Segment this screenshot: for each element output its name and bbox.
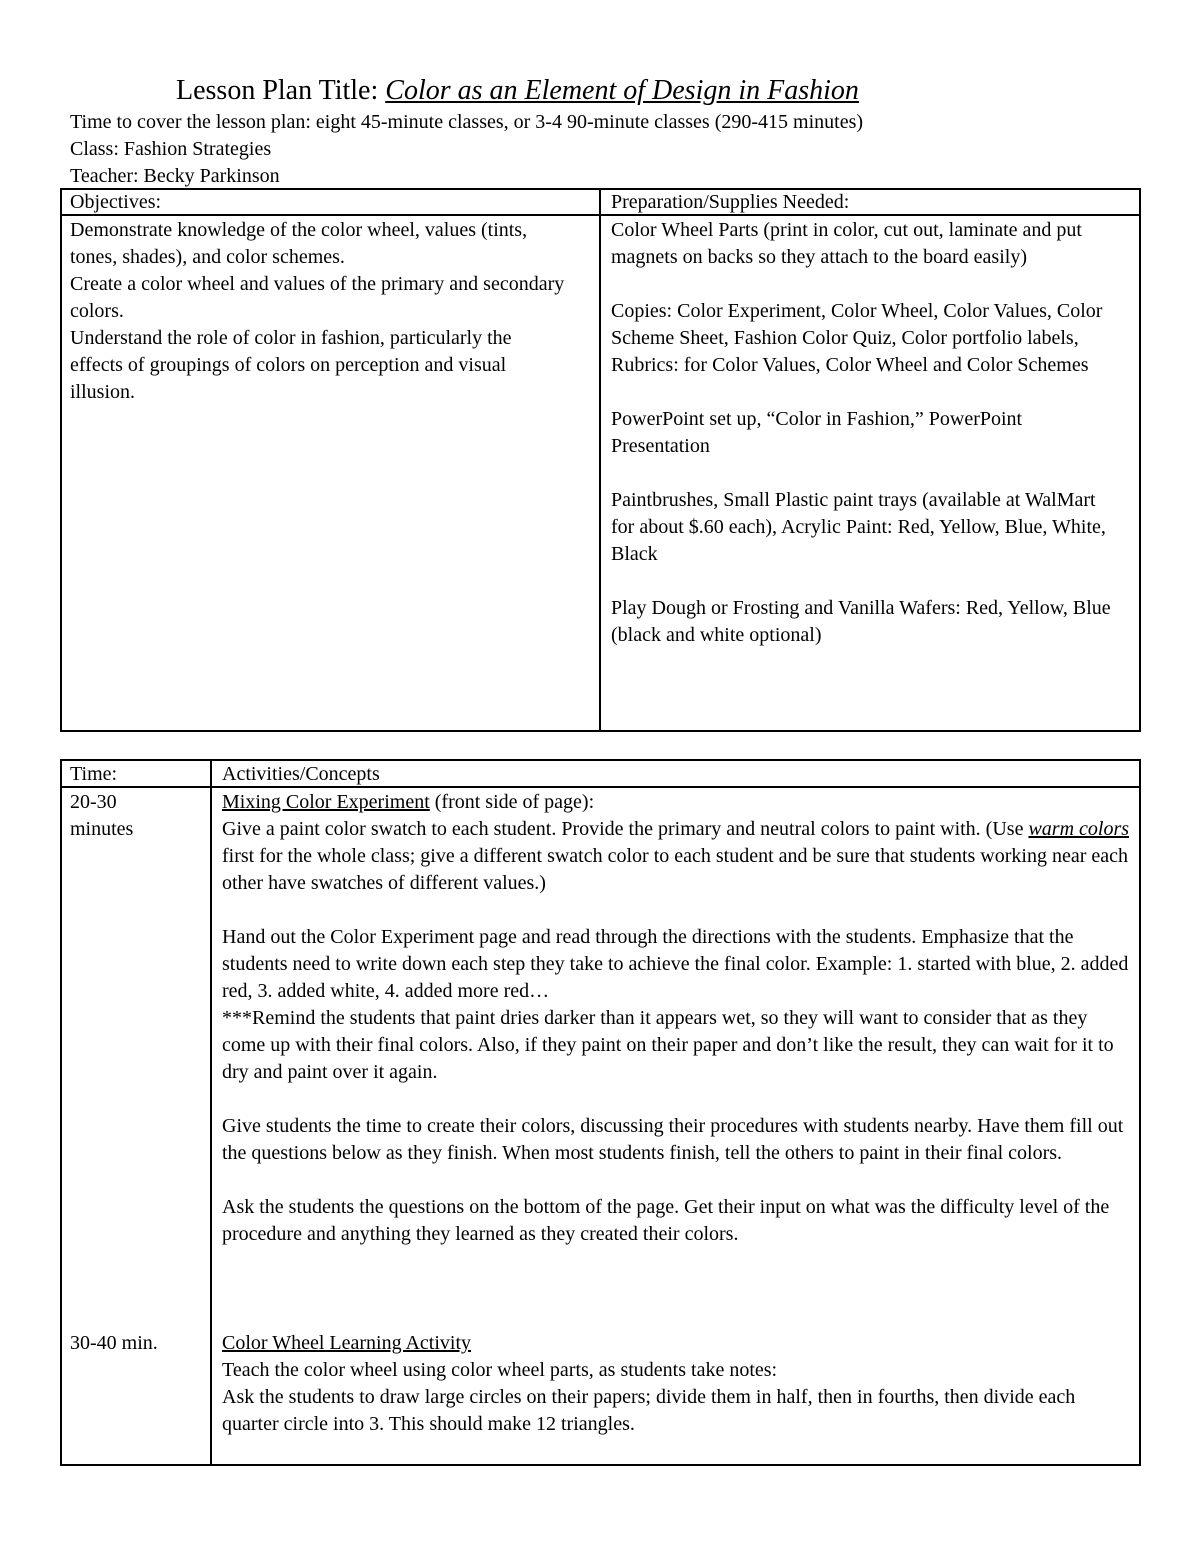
activity-paragraph: Ask the students to draw large circles on their papers; divide them in half, then in fourths, then divide each quarter circle into 3. This should make 12 triangles.: [222, 1386, 1076, 1435]
activity-text: Give a paint color swatch to each student. Provide the primary and neutral colors to paint with. (Use: [222, 818, 1029, 840]
row1-activities: [222, 789, 1134, 1248]
supply-item: Play Dough or Frosting and Vanilla Wafers: Red, Yellow, Blue (black and white optional): [611, 597, 1111, 646]
time-header: Time:: [70, 763, 118, 785]
row1-time: 20-30 minutes: [70, 791, 134, 840]
warm-colors-term: warm colors: [1028, 818, 1130, 840]
class-line: Class: Fashion Strategies: [70, 138, 272, 160]
activity-text: first for the whole class; give a different swatch color to each student and be sure that students working near each other have swatches of different values.): [222, 845, 1128, 894]
supplies-list: [611, 217, 1116, 649]
objective-item: Demonstrate knowledge of the color wheel, values (tints, tones, shades), and color schemes.: [70, 219, 528, 268]
color-wheel-activity-heading: Color Wheel Learning Activity: [222, 1332, 472, 1354]
activity-paragraph: Ask the students the questions on the bottom of the page. Get their input on what was the difficulty level of the procedure and anything they learned as they created their colors.: [222, 1196, 1110, 1245]
supply-item: Color Wheel Parts (print in color, cut out, laminate and put magnets on backs so they attach to the board easily): [611, 219, 1082, 268]
activity-paragraph: ***Remind the students that paint dries darker than it appears wet, so they will want to consider that as they come up with their final colors. Also, if they paint on their paper and don’t like the result, they can wait for it to dry and paint over it again.: [222, 1007, 1114, 1083]
mixing-color-experiment-heading: Mixing Color Experiment: [222, 791, 430, 813]
objective-item: Understand the role of color in fashion, particularly the effects of groupings of colors on perception and visual illusion.: [70, 327, 512, 403]
objective-item: Create a color wheel and values of the primary and secondary colors.: [70, 273, 565, 322]
activity-paragraph: Teach the color wheel using color wheel parts, as students take notes:: [222, 1359, 778, 1381]
table1-column-divider: [599, 188, 601, 732]
activity-paragraph: Give students the time to create their colors, discussing their procedures with students nearby. Have them fill out the questions below as they finish. When most students finish, tell the others to paint in their final colors.: [222, 1115, 1124, 1164]
row2-activities: [222, 1330, 1134, 1438]
activity-paragraph: Hand out the Color Experiment page and read through the directions with the students. Emphasize that the students need to write down each step they take to achieve the final color. Example: 1. started with blue, 2. added red, 3. added white, 4. added more red…: [222, 926, 1129, 1002]
supply-item: Copies: Color Experiment, Color Wheel, Color Values, Color Scheme Sheet, Fashion Color Quiz, Color portfolio labels, Rubrics: for Color Values, Color Wheel and Color Schemes: [611, 300, 1103, 376]
teacher-line: Teacher: Becky Parkinson: [70, 165, 280, 187]
activities-header: Activities/Concepts: [222, 763, 380, 785]
supply-item: Paintbrushes, Small Plastic paint trays (available at WalMart for about $.60 each), Acrylic Paint: Red, Yellow, Blue, White, Black: [611, 489, 1106, 565]
title-value: Color as an Element of Design in Fashion: [385, 75, 859, 106]
time-to-cover: Time to cover the lesson plan: eight 45-minute classes, or 3-4 90-minute classes (290-415 minutes): [70, 111, 864, 133]
objectives-list: [70, 217, 565, 406]
title-label: Lesson Plan Title:: [176, 75, 386, 106]
heading-suffix: (front side of page):: [429, 791, 595, 813]
row2-time: 30-40 min.: [70, 1332, 158, 1354]
objectives-header: Objectives:: [70, 191, 162, 213]
table2-column-divider: [210, 759, 212, 1466]
supply-item: PowerPoint set up, “Color in Fashion,” PowerPoint Presentation: [611, 408, 1023, 457]
supplies-header: Preparation/Supplies Needed:: [611, 191, 850, 213]
lesson-plan-title: [176, 74, 859, 108]
